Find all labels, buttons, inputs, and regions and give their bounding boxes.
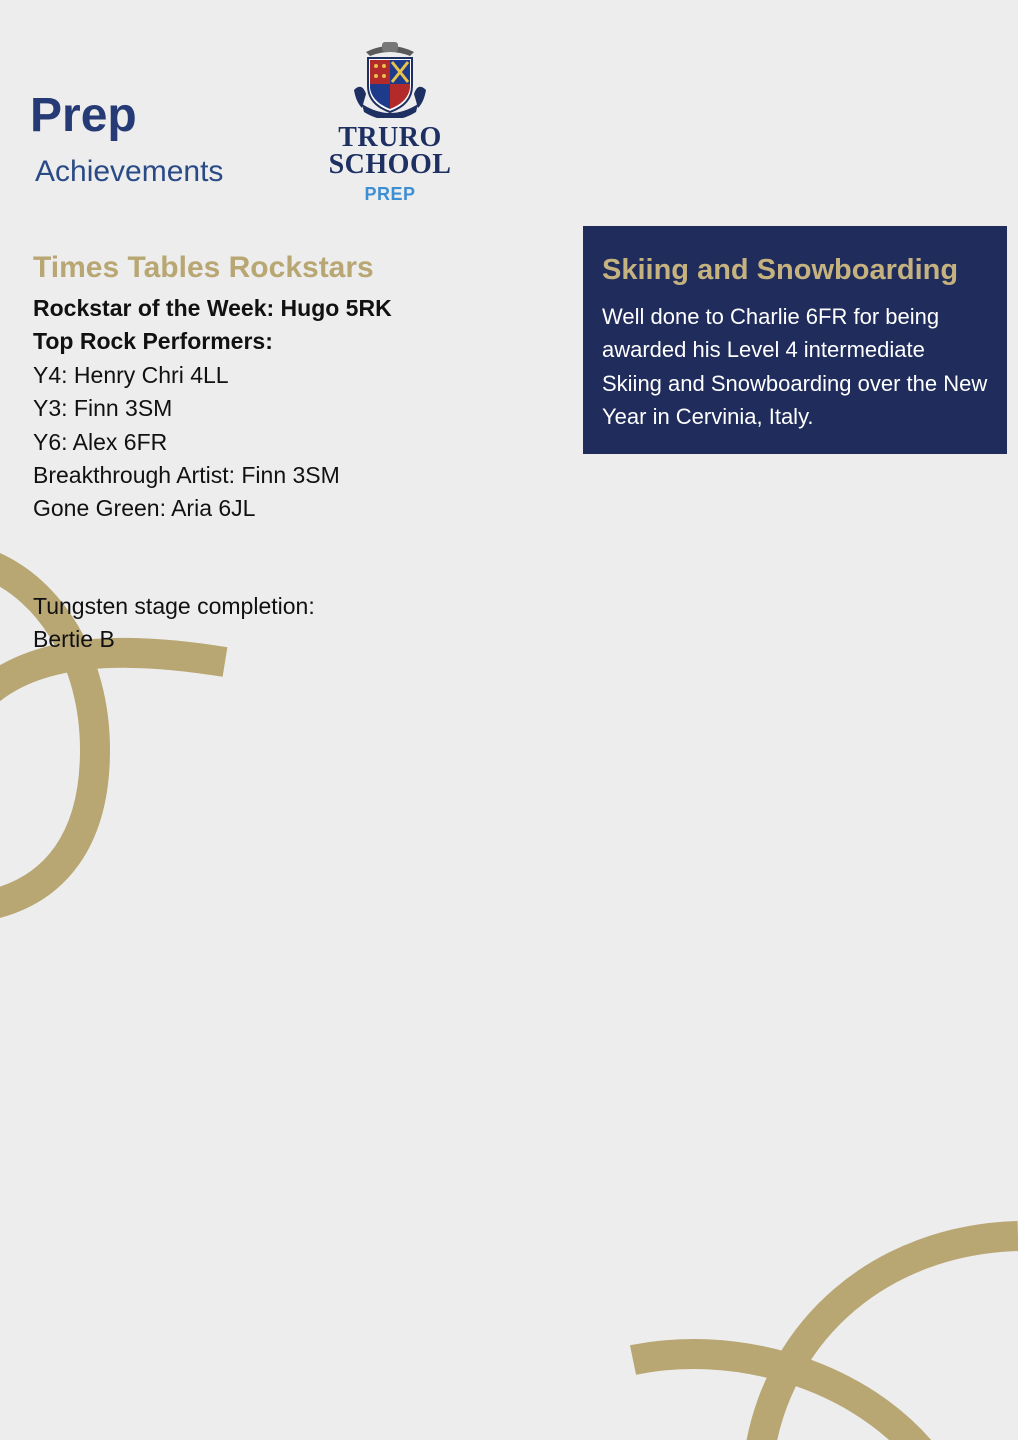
skiing-body: Well done to Charlie 6FR for being awarded his Level 4 intermediate Skiing and Snowboarding over the New Year in Cervinia, Italy.: [602, 304, 988, 430]
tungsten-section: [33, 590, 315, 657]
page-subtitle: Achievements: [35, 155, 224, 188]
school-crest-icon: [352, 38, 428, 118]
page-title: Prep: [30, 89, 137, 142]
school-logo: [318, 38, 462, 208]
top-performers-heading: Top Rock Performers:: [33, 328, 273, 355]
decorative-arc-left-top: [0, 653, 225, 690]
performer-entry: Y3: Finn 3SM: [33, 395, 173, 422]
tungsten-name: Bertie B: [33, 626, 115, 653]
skiing-box: [583, 226, 1007, 454]
logo-text-school: SCHOOL: [328, 149, 452, 180]
times-tables-title: Times Tables Rockstars: [33, 251, 374, 284]
performer-entry: Y6: Alex 6FR: [33, 428, 168, 455]
times-tables-section: [33, 250, 553, 526]
performer-entry: Breakthrough Artist: Finn 3SM: [33, 462, 340, 489]
performer-entry: Gone Green: Aria 6JL: [33, 495, 256, 522]
performer-entry: Y4: Henry Chri 4LL: [33, 361, 229, 388]
logo-text-truro: TRURO: [338, 122, 442, 153]
skiing-title: Skiing and Snowboarding: [602, 254, 959, 286]
rockstar-of-week: Rockstar of the Week: Hugo 5RK: [33, 295, 392, 321]
logo-text-prep: PREP: [364, 184, 416, 204]
tungsten-label: Tungsten stage completion:: [33, 593, 315, 619]
